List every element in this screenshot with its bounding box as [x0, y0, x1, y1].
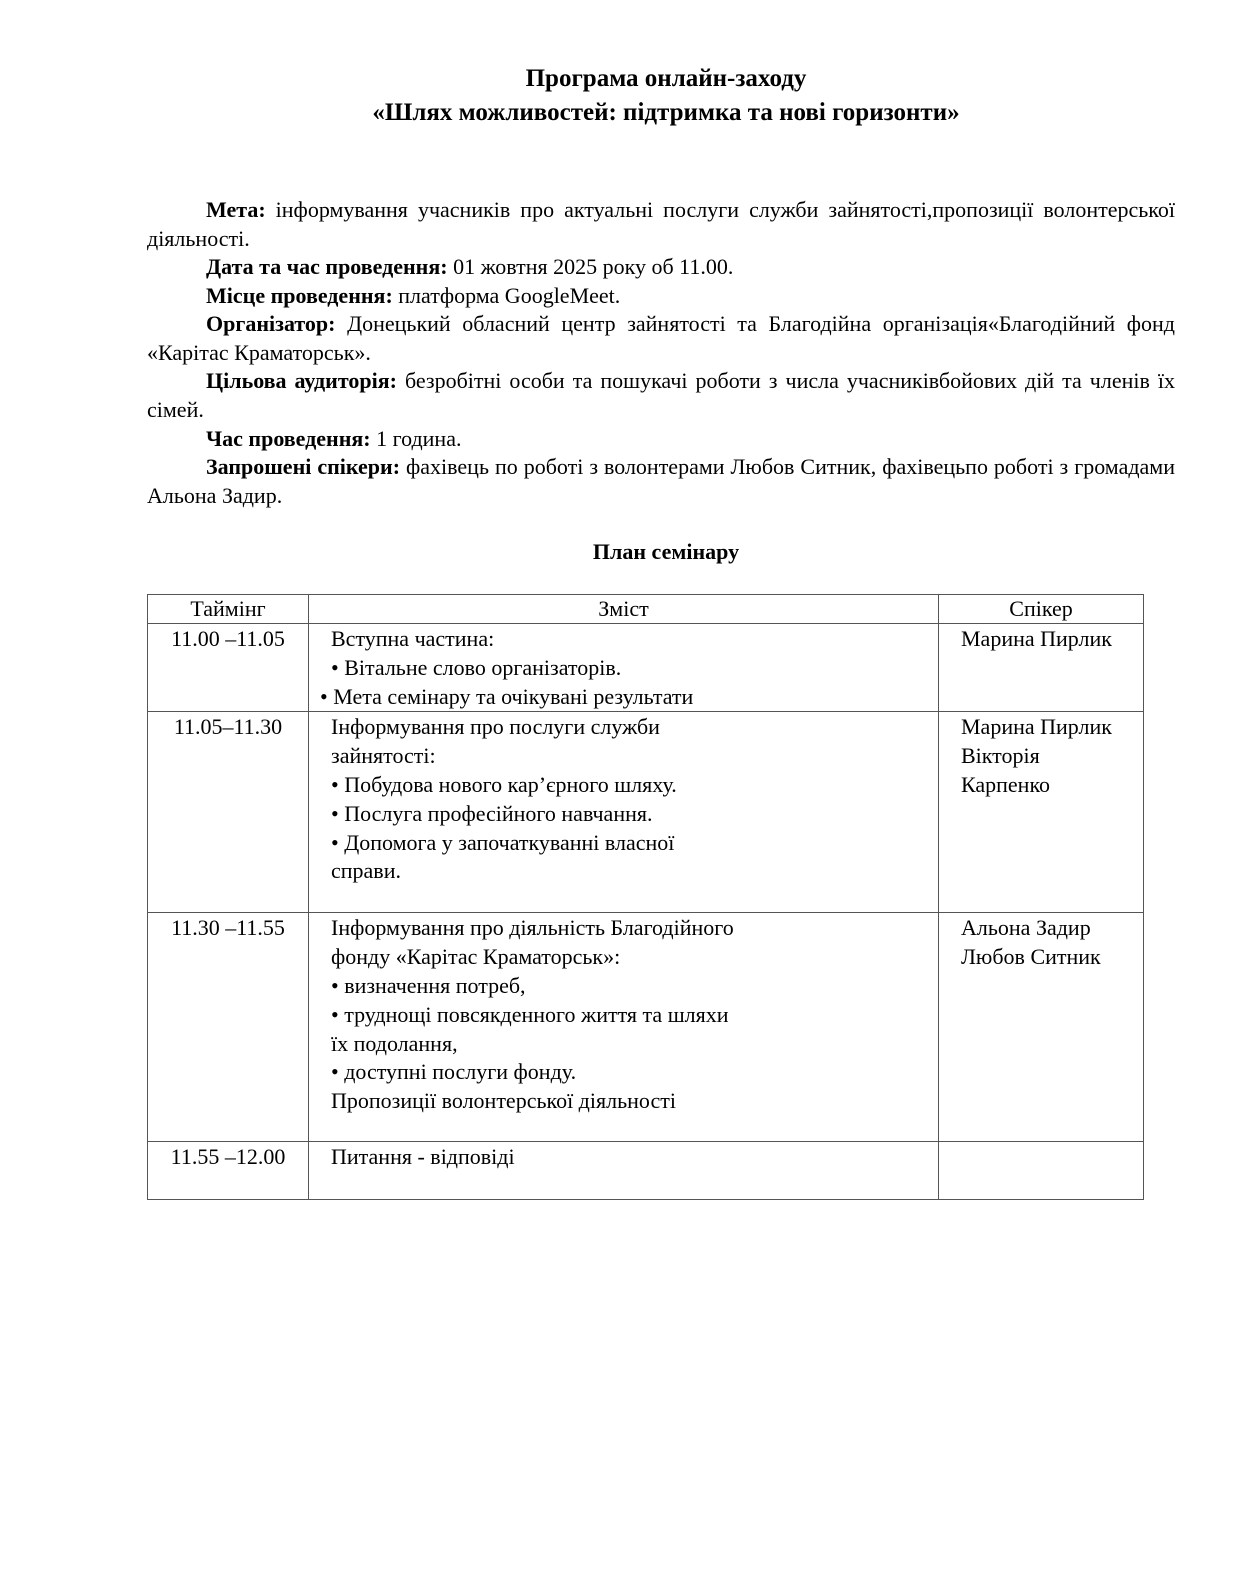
event-name: «Шлях можливостей: підтримка та нові горизонти» — [372, 99, 960, 126]
table-row — [148, 712, 1144, 913]
duration-paragraph — [147, 425, 1175, 454]
place-label: Місце проведення: — [206, 283, 393, 308]
content-line: • визначення потреб, — [331, 972, 526, 998]
speaker-name: Карпенко — [961, 771, 1051, 797]
speaker-cell — [939, 913, 1144, 1142]
place-paragraph — [147, 282, 1175, 311]
speakers-text: фахівець по роботі з волонтерами Любов Ситник, фахівецьпо роботі з громадами Альона Задир. — [147, 454, 1175, 508]
content-line: • Послуга професійного навчання. — [331, 800, 653, 826]
timing-cell: 11.00 –11.05 — [148, 624, 309, 712]
content-cell — [309, 712, 939, 913]
content-line: Інформування про діяльність Благодійного — [331, 915, 734, 941]
column-header-timing: Таймінг — [148, 595, 309, 624]
speaker-cell — [939, 1142, 1144, 1200]
audience-paragraph — [147, 367, 1175, 424]
organizer-text: Донецький обласний центр зайнятості та Благодійна організація«Благодійний фонд «Карітас Краматорськ». — [147, 311, 1176, 365]
speaker-name: Вікторія — [961, 743, 1040, 769]
document-title: Програма онлайн-заходу — [525, 65, 807, 92]
content-line: • Мета семінару та очікувані результати — [320, 683, 694, 709]
content-line: • доступні послуги фонду. — [331, 1059, 577, 1085]
speakers-paragraph — [147, 453, 1175, 510]
content-line: їх подолання, — [331, 1030, 458, 1056]
column-header-content: Зміст — [309, 595, 939, 624]
datetime-text: 01 жовтня 2025 року об 11.00. — [453, 254, 734, 279]
content-line: • Побудова нового кар’єрного шляху. — [331, 771, 677, 797]
content-line: справи. — [331, 858, 401, 884]
speaker-name: Альона Задир — [961, 915, 1091, 941]
content-cell — [309, 1142, 939, 1200]
column-header-speaker: Спікер — [939, 595, 1144, 624]
table-row — [148, 1142, 1144, 1200]
content-line: Інформування про послуги служби — [331, 714, 660, 740]
audience-text: безробітні особи та пошукачі роботи з числа учасниківбойових дій та членів їх сімей. — [147, 368, 1176, 422]
speakers-label: Запрошені спікери: — [206, 454, 401, 479]
datetime-paragraph — [147, 253, 1175, 282]
place-text: платформа GoogleMeet. — [398, 283, 621, 308]
plan-title: План семінару — [592, 539, 740, 564]
content-line: зайнятості: — [331, 743, 436, 769]
table-header-row — [148, 595, 1144, 624]
speaker-name: Любов Ситник — [961, 944, 1101, 970]
datetime-label: Дата та час проведення: — [206, 254, 448, 279]
content-line: • Допомога у започаткуванні власної — [331, 829, 675, 855]
content-cell — [309, 913, 939, 1142]
table-row — [148, 913, 1144, 1142]
timing-cell: 11.05–11.30 — [148, 712, 309, 913]
content-cell — [309, 624, 939, 712]
content-line: • Вітальне слово організаторів. — [331, 654, 622, 680]
content-line: Питання - відповіді — [331, 1144, 515, 1170]
speaker-name: Марина Пирлик — [961, 714, 1112, 740]
audience-label: Цільова аудиторія: — [206, 368, 397, 393]
goal-text: інформування учасників про актуальні послуги служби зайнятості,пропозиції волонтерської діяльності. — [147, 197, 1175, 251]
goal-paragraph — [147, 196, 1175, 253]
organizer-paragraph — [147, 310, 1175, 367]
speaker-name: Марина Пирлик — [961, 626, 1112, 651]
content-line: • труднощі повсякденного життя та шляхи — [331, 1001, 729, 1027]
seminar-plan-table — [147, 594, 1144, 1200]
timing-cell: 11.30 –11.55 — [148, 913, 309, 1142]
speaker-cell — [939, 712, 1144, 913]
duration-text: 1 година. — [376, 426, 462, 451]
duration-label: Час проведення: — [206, 426, 371, 451]
content-line: фонду «Карітас Краматорськ»: — [331, 944, 621, 970]
organizer-label: Організатор: — [206, 311, 336, 336]
table-row — [148, 624, 1144, 712]
speaker-cell — [939, 624, 1144, 712]
content-line: Пропозиції волонтерської діяльності — [331, 1088, 676, 1114]
timing-cell: 11.55 –12.00 — [148, 1142, 309, 1200]
goal-label: Мета: — [206, 197, 266, 222]
content-line: Вступна частина: — [331, 626, 495, 651]
